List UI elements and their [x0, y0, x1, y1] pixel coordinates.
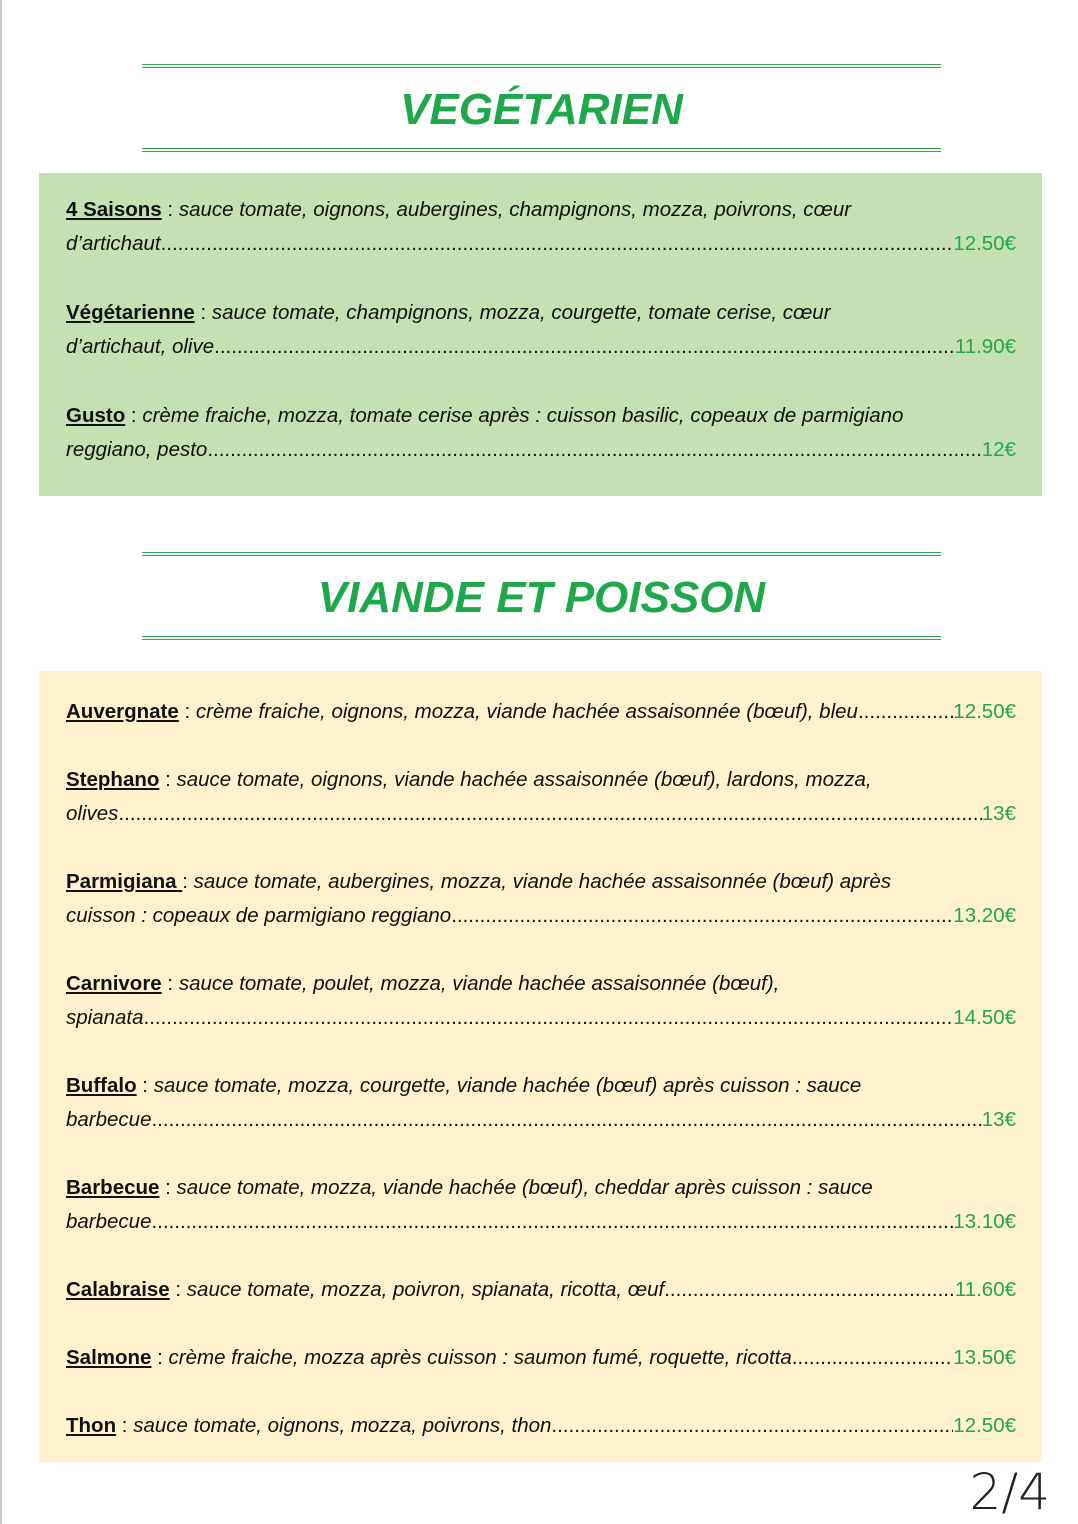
item-price-line [66, 1103, 1016, 1137]
dot-leader [151, 1103, 981, 1137]
menu-item [66, 865, 1016, 933]
item-separator: : [159, 768, 177, 791]
item-name: Buffalo [66, 1074, 137, 1097]
item-name: Thon [66, 1414, 117, 1437]
item-price-line [66, 227, 1016, 261]
item-price-line [66, 330, 1016, 364]
vegetarien-menu-panel [39, 173, 1042, 496]
item-description-tail: barbecue [66, 1210, 152, 1233]
item-description: sauce tomate, mozza, poivron, spianata, ricotta, œuf [186, 1278, 665, 1301]
item-price-line [66, 1341, 1016, 1375]
item-separator: : [151, 1346, 169, 1369]
menu-item [66, 1409, 1016, 1443]
item-separator: : [116, 1414, 134, 1437]
dot-leader [451, 899, 953, 933]
item-price-line [66, 695, 1016, 729]
item-description: sauce tomate, oignons, aubergines, champignons, mozza, poivrons, cœur [178, 198, 852, 221]
dot-leader [792, 1341, 954, 1375]
top-rule [142, 64, 941, 68]
item-name: Salmone [66, 1346, 152, 1369]
item-price-line [66, 1409, 1016, 1443]
dot-leader [551, 1409, 953, 1443]
item-price: 13.10€ [953, 1210, 1016, 1233]
bottom-rule [142, 636, 941, 640]
menu-item [66, 1341, 1016, 1375]
dot-leader [118, 797, 981, 831]
item-price: 13.20€ [953, 904, 1016, 927]
item-price-line [66, 1205, 1016, 1239]
item-separator: : [159, 1176, 177, 1199]
item-price: 13€ [981, 1108, 1016, 1131]
item-description: sauce tomate, oignons, viande hachée assaisonnée (bœuf), lardons, mozza, [176, 768, 872, 791]
item-description: sauce tomate, champignons, mozza, courgette, tomate cerise, cœur [211, 301, 831, 324]
item-description: sauce tomate, aubergines, mozza, viande hachée assaisonnée (bœuf) après [193, 870, 892, 893]
item-description-tail: d’artichaut [66, 232, 161, 255]
menu-item [66, 1171, 1016, 1239]
menu-item [66, 763, 1016, 831]
item-separator: : [169, 1278, 187, 1301]
item-description-tail: barbecue [66, 1108, 152, 1131]
item-separator: : [161, 972, 179, 995]
item-description-tail: spianata [66, 1006, 144, 1029]
page-number: 2/4 [969, 1463, 1050, 1521]
item-separator: : [161, 198, 179, 221]
item-description: sauce tomate, mozza, viande hachée (bœuf), cheddar après cuisson : sauce [176, 1176, 873, 1199]
item-separator: : [125, 404, 143, 427]
menu-item [66, 1273, 1016, 1307]
item-price: 11.90€ [954, 335, 1016, 358]
item-price: 12.50€ [953, 232, 1016, 255]
item-price: 11.60€ [954, 1278, 1016, 1301]
item-description-tail: d’artichaut, olive [66, 335, 215, 358]
item-name: Auvergnate [66, 700, 179, 723]
menu-item [66, 967, 1016, 1035]
menu-item [66, 193, 1016, 261]
item-price-line [66, 433, 1016, 467]
dot-leader [207, 433, 981, 467]
item-description: sauce tomate, oignons, mozza, poivrons, thon [133, 1414, 552, 1437]
item-separator: : [136, 1074, 154, 1097]
viande-poisson-menu-panel [39, 671, 1042, 1462]
item-name: Calabraise [66, 1278, 170, 1301]
item-price: 13.50€ [953, 1346, 1016, 1369]
dot-leader [858, 695, 953, 729]
item-price: 13€ [981, 802, 1016, 825]
item-name: Gusto [66, 404, 126, 427]
item-name: 4 Saisons [66, 198, 162, 221]
menu-item [66, 296, 1016, 364]
item-description-tail: olives [66, 802, 119, 825]
item-name: Barbecue [66, 1176, 160, 1199]
item-description: sauce tomate, mozza, courgette, viande hachée (bœuf) après cuisson : sauce [153, 1074, 862, 1097]
page-edge [0, 0, 2, 1524]
dot-leader [161, 227, 954, 261]
top-rule [142, 552, 941, 556]
item-price: 14.50€ [953, 1006, 1016, 1029]
section-title-vegetarien: VEGÉTARIEN [400, 85, 683, 134]
item-price-line [66, 1001, 1016, 1035]
menu-item [66, 695, 1016, 729]
item-price-line [66, 797, 1016, 831]
item-separator: : [182, 870, 194, 893]
item-price-line [66, 899, 1016, 933]
item-name: Végétarienne [66, 301, 195, 324]
menu-item [66, 399, 1016, 467]
item-description-tail: reggiano, pesto [66, 438, 208, 461]
bottom-rule [142, 148, 941, 152]
item-separator: : [194, 301, 212, 324]
item-description: sauce tomate, poulet, mozza, viande hachée assaisonnée (bœuf), [178, 972, 780, 995]
dot-leader [214, 330, 955, 364]
item-price-line [66, 1273, 1016, 1307]
item-price: 12.50€ [953, 700, 1016, 723]
item-price: 12.50€ [953, 1414, 1016, 1437]
item-separator: : [178, 700, 196, 723]
item-description-tail: cuisson : copeaux de parmigiano reggiano [66, 904, 452, 927]
section-title-viande-poisson: VIANDE ET POISSON [317, 573, 766, 622]
item-description: crème fraiche, mozza, tomate cerise après : cuisson basilic, copeaux de parmigiano [142, 404, 904, 427]
dot-leader [664, 1273, 955, 1307]
dot-leader [151, 1205, 953, 1239]
menu-item [66, 1069, 1016, 1137]
item-price: 12€ [981, 438, 1016, 461]
dot-leader [144, 1001, 954, 1035]
item-description: crème fraiche, mozza après cuisson : saumon fumé, roquette, ricotta [168, 1346, 792, 1369]
item-name: Stephano [66, 768, 160, 791]
item-name: Carnivore [66, 972, 162, 995]
item-name: Parmigiana [66, 870, 183, 893]
item-description: crème fraiche, oignons, mozza, viande hachée assaisonnée (bœuf), bleu [195, 700, 858, 723]
